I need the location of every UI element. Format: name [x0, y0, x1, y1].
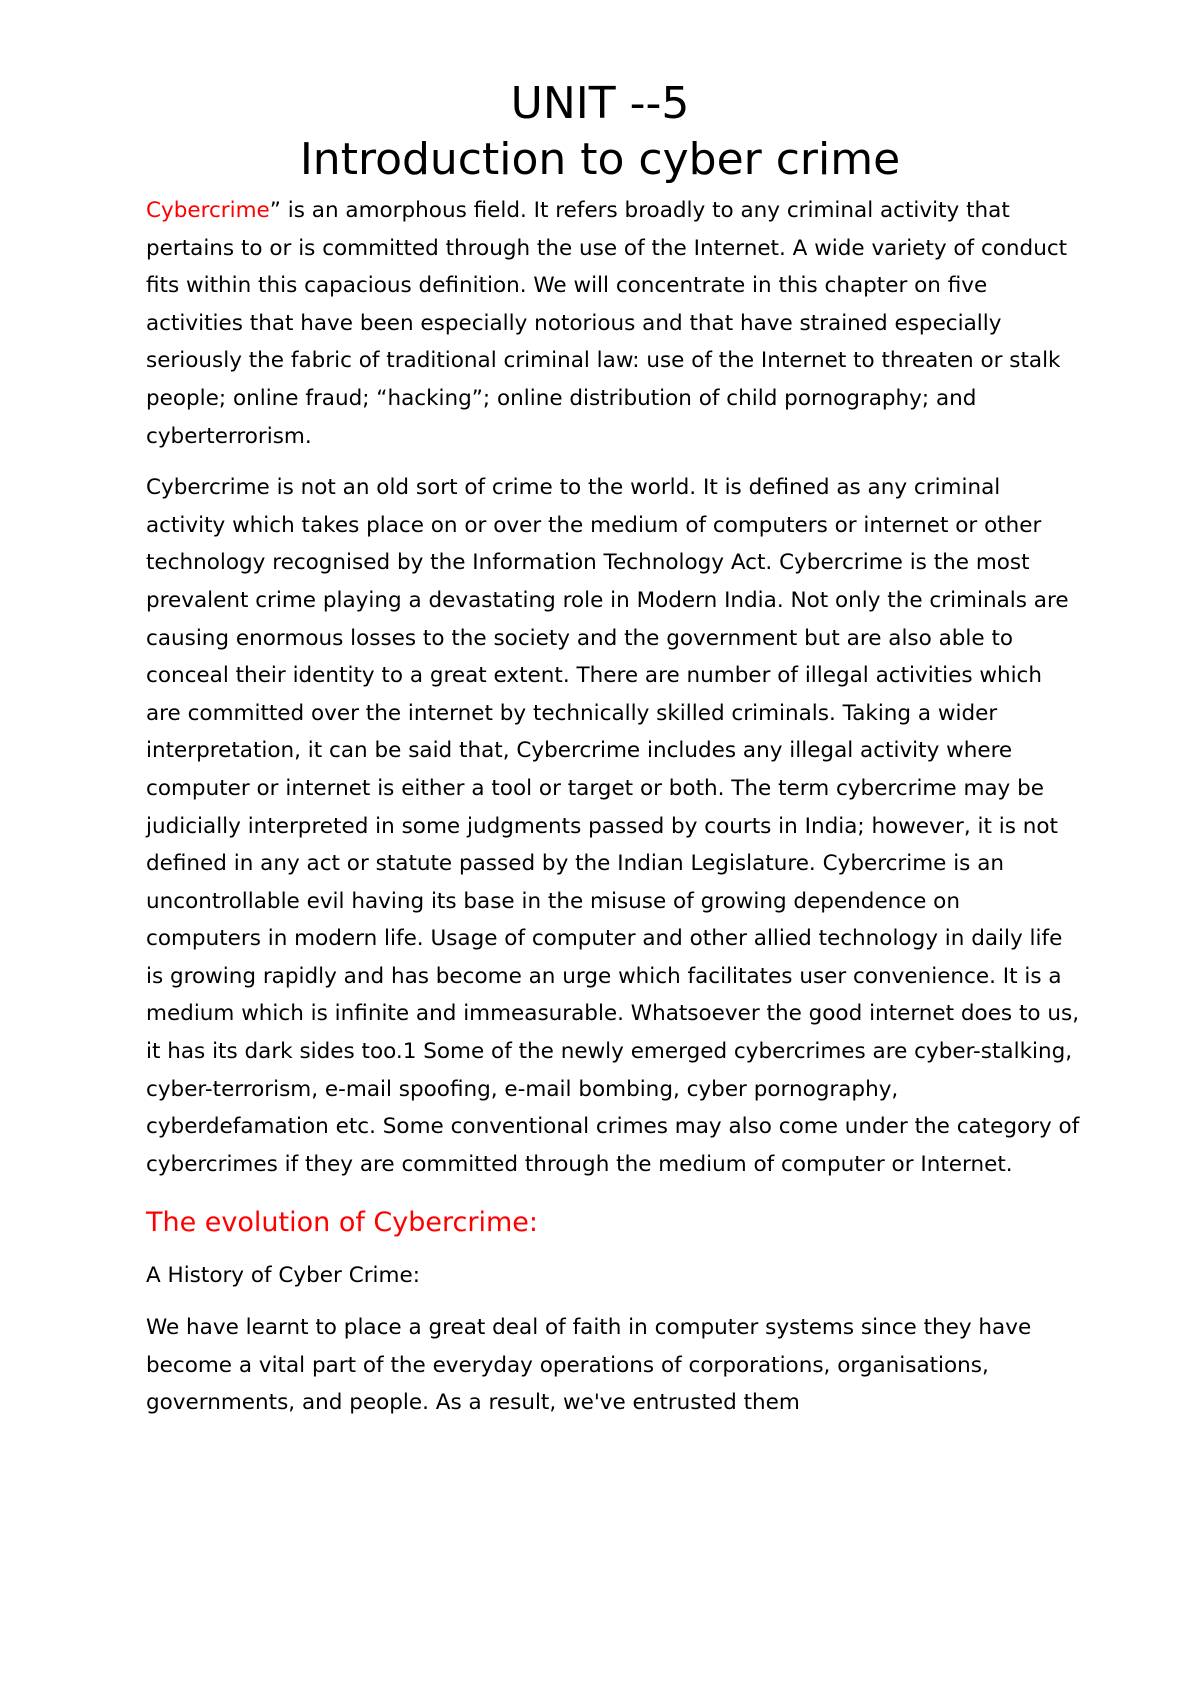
- intro-text: ” is an amorphous field. It refers broadly to any criminal activity that pertains to or is committed through the use of the Internet. A wide variety of conduct fits within this capacious definition. We will concentrate in this chapter on five activities that have been especially notorious and that have strained especially seriously the fabric of traditional criminal law: use of the Internet to threaten or stalk people; online fraud; “hacking”; online distribution of child pornography; and cyberterrorism.: [146, 198, 1068, 449]
- unit-title: UNIT --5: [510, 78, 690, 129]
- section-heading: The evolution of Cybercrime:: [146, 1207, 538, 1239]
- body-paragraph-2: Cybercrime is not an old sort of crime to the world. It is defined as any criminal activity which takes place on or over the medium of computers or internet or other technology recognised by the Information Technology Act. Cybercrime is the most prevalent crime playing a devastating role in Modern India. Not only the criminals are causing enormous losses to the society and the government but are also able to conceal their identity to a great extent. There are number of illegal activities which are committed over the internet by technically skilled criminals. Taking a wider interpretation, it can be said that, Cybercrime includes any illegal activity where computer or internet is either a tool or target or both. The term cybercrime may be judicially interpreted in some judgments passed by courts in India; however, it is not defined in any act or statute passed by the Indian Legislature. Cybercrime is an uncontrollable evil having its base in the misuse of growing dependence on computers in modern life. Usage of computer and other allied technology in daily life is growing rapidly and has become an urge which facilitates user convenience. It is a medium which is infinite and immeasurable. Whatsoever the good internet does to us, it has its dark sides too.1 Some of the newly emerged cybercrimes are cyber-stalking, cyber-terrorism, e-mail spoofing, e-mail bombing, cyber pornography, cyberdefamation etc. Some conventional crimes may also come under the category of cybercrimes if they are committed through the medium of computer or Internet.: [146, 475, 1080, 1177]
- intro-paragraph: [146, 192, 1080, 455]
- main-title: Introduction to cyber crime: [299, 134, 901, 185]
- intro-highlight: Cybercrime: [146, 198, 270, 223]
- body-paragraph-3: We have learnt to place a great deal of faith in computer systems since they have become a vital part of the everyday operations of corporations, organisations, governments, and people. As a result, we've entrusted them: [146, 1315, 1032, 1416]
- sub-heading: A History of Cyber Crime:: [146, 1263, 420, 1289]
